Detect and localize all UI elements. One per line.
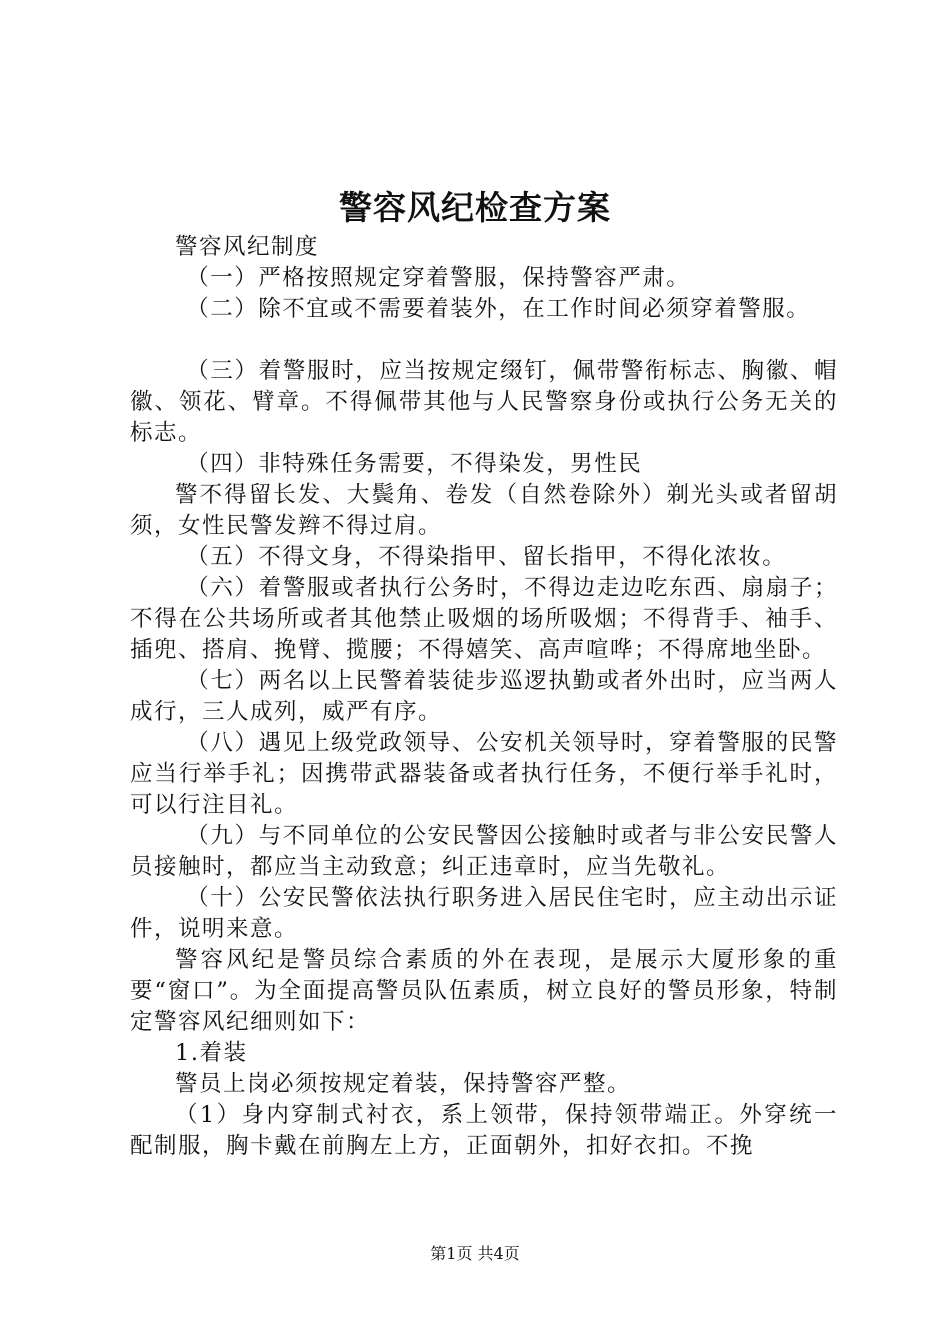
- paragraph: 警不得留长发、大鬓角、卷发（自然卷除外）剃光头或者留胡须，女性民警发辫不得过肩。: [130, 482, 838, 539]
- paragraph: （十）公安民警依法执行职务进入居民住宅时，应主动出示证件，说明来意。: [130, 885, 838, 942]
- paragraph: 警容风纪制度: [175, 234, 320, 260]
- paragraph: 警员上岗必须按规定着装，保持警容严整。: [175, 1071, 632, 1097]
- paragraph: （二）除不宜或不需要着装外，在工作时间必须穿着警服。: [186, 296, 811, 322]
- paragraph: （一）严格按照规定穿着警服，保持警容严肃。: [186, 265, 691, 291]
- paragraph: （七）两名以上民警着装徒步巡逻执勤或者外出时，应当两人成行，三人成列，威严有序。: [130, 668, 838, 725]
- paragraph: （三）着警服时，应当按规定缀钉，佩带警衔标志、胸徽、帽徽、领花、臂章。不得佩带其他与人民警察身份或执行公务无关的标志。: [130, 358, 838, 446]
- section-heading: 1.着装: [175, 1040, 248, 1066]
- paragraph: （六）着警服或者执行公务时，不得边走边吃东西、扇扇子；不得在公共场所或者其他禁止吸烟的场所吸烟；不得背手、袖手、插兜、搭肩、挽臂、揽腰；不得嬉笑、高声喧哗；不得席地坐卧。: [130, 575, 838, 663]
- paragraph: （1）身内穿制式衬衣，系上领带，保持领带端正。外穿统一配制服，胸卡戴在前胸左上方，正面朝外，扣好衣扣。不挽: [130, 1102, 838, 1159]
- blank-line: [130, 325, 838, 356]
- page-footer: 第1页 共4页: [430, 1244, 520, 1263]
- paragraph: 警容风纪是警员综合素质的外在表现，是展示大厦形象的重要“窗口”。为全面提高警员队伍素质，树立良好的警员形象，特制定警容风纪细则如下：: [130, 947, 838, 1035]
- paragraph: （八）遇见上级党政领导、公安机关领导时，穿着警服的民警应当行举手礼；因携带武器装备或者执行任务，不便行举手礼时，可以行注目礼。: [130, 730, 838, 818]
- document-body: [130, 232, 838, 1162]
- document-title: 警容风纪检查方案: [339, 188, 611, 227]
- paragraph: （四）非特殊任务需要，不得染发，男性民: [186, 451, 643, 477]
- paragraph: （九）与不同单位的公安民警因公接触时或者与非公安民警人员接触时，都应当主动致意；纠正违章时，应当先敬礼。: [130, 823, 838, 880]
- paragraph: （五）不得文身，不得染指甲、留长指甲，不得化浓妆。: [186, 544, 787, 570]
